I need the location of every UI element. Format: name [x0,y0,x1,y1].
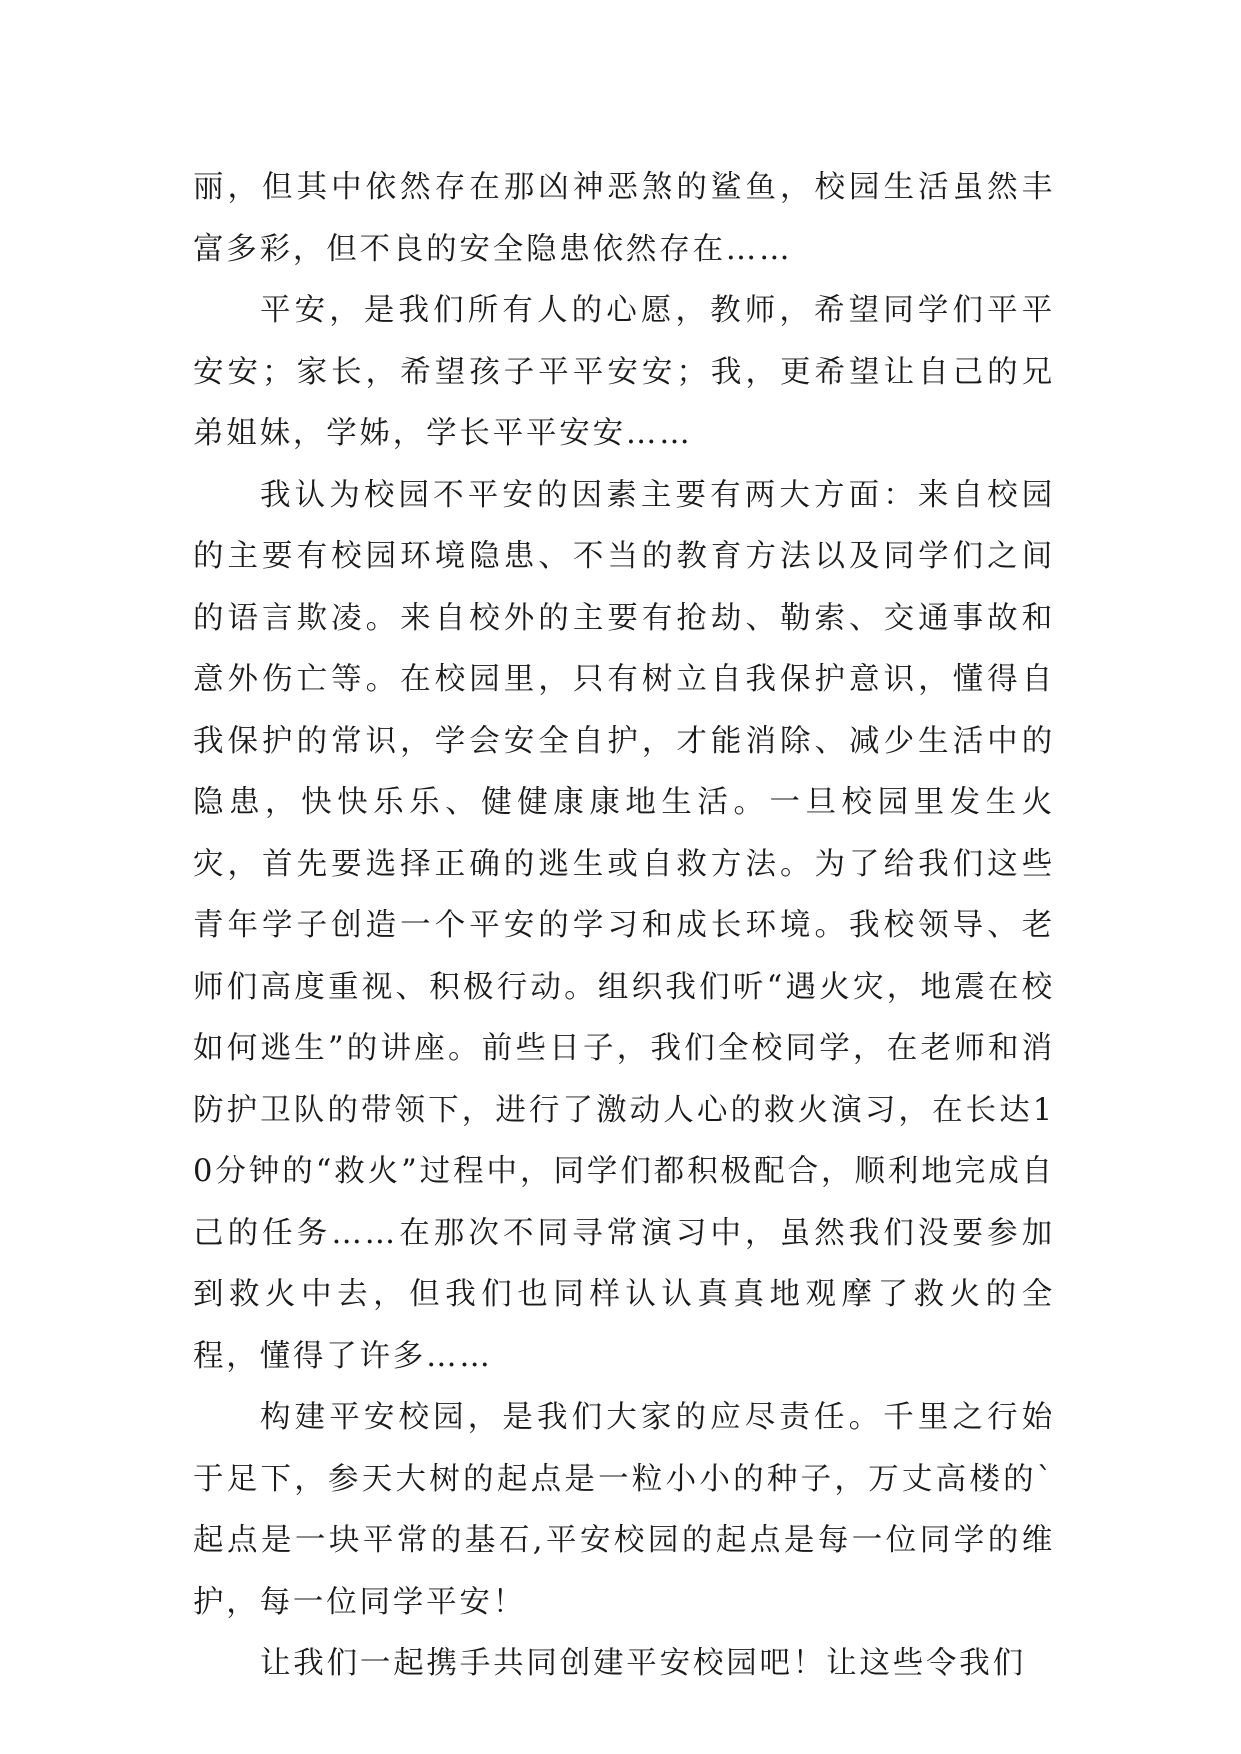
paragraph-call-to-action: 让我们一起携手共同创建平安校园吧！让这些令我们 [260,1646,1026,1681]
paragraph-continuation: 丽，但其中依然存在那凶神恶煞的鲨鱼，校园生活虽然丰富多彩，但不良的安全隐患依然存在…… [193,170,1055,267]
body-text [193,157,1055,1695]
paragraph-wish-for-safety: 平安，是我们所有人的心愿，教师，希望同学们平平安安；家长，希望孩子平平安安；我，更希望让自己的兄弟姐妹，学姊，学长平平安安…… [193,293,1055,451]
paragraph-building-safe-campus: 构建平安校园，是我们大家的应尽责任。千里之行始于足下，参天大树的起点是一粒小小的种子，万丈高楼的`起点是一块平常的基石,平安校园的起点是每一位同学的维护，每一位同学平安！ [193,1400,1055,1620]
paragraph-safety-factors: 我认为校园不平安的因素主要有两大方面：来自校园的主要有校园环境隐患、不当的教育方法以及同学们之间的语言欺凌。来自校外的主要有抢劫、勒索、交通事故和意外伤亡等。在校园里，只有树立自我保护意识，懂得自我保护的常识，学会安全自护，才能消除、减少生活中的隐患，快快乐乐、健健康康地生活。一旦校园里发生火灾，首先要选择正确的逃生或自救方法。为了给我们这些青年学子创造一个平安的学习和成长环境。我校领导、老师们高度重视、积极行动。组织我们听“遇火灾，地震在校如何逃生”的讲座。前些日子，我们全校同学，在老师和消防护卫队的带领下，进行了激动人心的救火演习，在长达10分钟的“救火”过程中，同学们都积极配合，顺利地完成自己的任务……在那次不同寻常演习中，虽然我们没要参加到救火中去，但我们也同样认认真真地观摩了救火的全程，懂得了许多…… [193,477,1055,1374]
